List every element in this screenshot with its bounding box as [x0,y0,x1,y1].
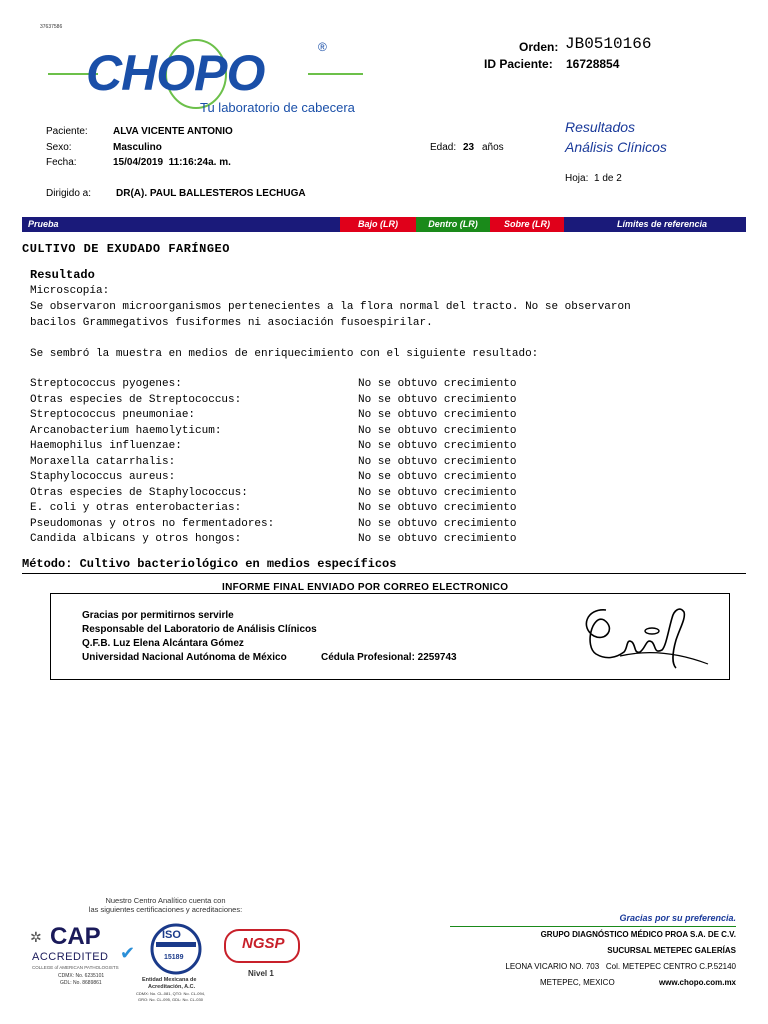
signature-box [50,593,730,680]
organism-name: Otras especies de Streptococcus: [30,394,242,406]
signature-line-4: Universidad Nacional Autónoma de México [82,652,287,663]
patient-id-label: ID Paciente: [484,57,553,71]
iso-number: 15189 [164,954,184,961]
organism-result: No se obtuvo crecimiento [358,440,517,452]
final-report-notice: INFORME FINAL ENVIADO POR CORREO ELECTRONICO [222,582,509,593]
footer-branch: SUCURSAL METEPEC GALERÍAS [607,946,736,955]
microscopy-line-1: Se observaron microorganismos pertenecientes a la flora normal del tracto. No se observaron [30,301,631,313]
cap-text: CAP [50,923,101,950]
age-value: 23 [463,142,475,153]
footer-line [450,926,736,927]
microscopy-label: Microscopía: [30,285,110,297]
cap-code-1: CDMX: No. 6235101 [58,973,105,979]
page-label: Hoja: [565,173,589,184]
doctor-name: DR(A). PAUL BALLESTEROS LECHUGA [116,188,306,199]
registered-mark: ® [318,40,327,54]
microscopy-line-2: bacilos Grammegativos fusiformes ni asociación fusoespirilar. [30,317,433,329]
age-label: Edad: [430,142,457,153]
organism-result: No se obtuvo crecimiento [358,409,517,421]
signature-line-1: Gracias por permitirnos servirle [82,610,234,621]
footer-website[interactable]: www.chopo.com.mx [658,978,736,987]
ngsp-logo [224,929,299,989]
footer-company: GRUPO DIAGNÓSTICO MÉDICO PROA S.A. DE C.V. [540,930,736,939]
cap-college: COLLEGE of AMERICAN PATHOLOGISTS [32,965,119,970]
organism-name: Otras especies de Staphylococcus: [30,487,248,499]
organism-name: Staphylococcus aureus: [30,471,176,483]
cap-logo [30,923,140,998]
age-unit: años [482,142,504,153]
organism-result: No se obtuvo crecimiento [358,394,517,406]
header-within: Dentro (LR) [416,217,490,232]
cap-accredited: ACCREDITED [32,951,109,963]
organism-result: No se obtuvo crecimiento [358,502,517,514]
chopo-logo [38,38,368,118]
organism-result: No se obtuvo crecimiento [358,487,517,499]
ema-codes-1: CDMX: No. CL-081, QTO: No. CL-094, [136,991,206,996]
organism-name: Arcanobacterium haemolyticum: [30,425,222,437]
checkmark-icon: ✔ [120,943,136,963]
certs-intro-2: las siguientes certificaciones y acreditaciones: [88,905,243,914]
patient-name: ALVA VICENTE ANTONIO [113,126,233,137]
culture-intro: Se sembró la muestra en medios de enriquecimiento con el siguiente resultado: [30,348,539,360]
document-code: 37637586 [40,24,63,30]
header-low: Bajo (LR) [340,217,416,232]
signature-line-3: Q.F.B. Luz Elena Alcántara Gómez [82,638,244,649]
organism-name: Streptococcus pneumoniae: [30,409,196,421]
ema-iso-logo [136,923,216,1002]
organism-result: No se obtuvo crecimiento [358,471,517,483]
logo-wordmark: CHOPO [86,45,265,101]
organism-name: Haemophilus influenzae: [30,440,182,452]
method: Método: Cultivo bacteriológico en medios específicos [22,557,397,571]
cap-seal-icon: ✲ [30,929,42,945]
organism-result: No se obtuvo crecimiento [358,533,517,545]
organism-result: No se obtuvo crecimiento [358,425,517,437]
certifications-panel [28,893,303,1003]
doctor-label: Dirigido a: [46,188,92,199]
professional-license: Cédula Profesional: 2259743 [321,652,457,663]
patient-id: 16728854 [566,57,620,71]
organism-name: Moraxella catarrhalis: [30,456,176,468]
order-number: JB0510166 [565,35,652,53]
cap-code-2: GDL: No. 8689861 [60,980,102,986]
certs-intro-1: Nuestro Centro Analítico cuenta con [105,896,226,905]
handwritten-signature [576,598,716,674]
header-reference: Límites de referencia [616,219,708,229]
footer-thanks: Gracias por su preferencia. [619,913,736,923]
ema-codes-2: GRO: No. CL-095, GDL: No. CL-030 [138,997,203,1002]
date-value: 15/04/2019 11:16:24a. m. [113,157,231,168]
ema-name-2: Acreditación, A.C. [148,984,196,990]
results-table-header [22,217,746,232]
result-label: Resultado [30,268,95,282]
study-name: CULTIVO DE EXUDADO FARÍNGEO [22,242,230,256]
organism-name: Candida albicans y otros hongos: [30,533,242,545]
organism-result: No se obtuvo crecimiento [358,518,517,530]
iso-text: ISO [162,929,181,941]
footer-address: LEONA VICARIO NO. 703 Col. METEPEC CENTRO C.P.52140 [505,962,736,971]
order-label: Orden: [519,40,559,54]
footer-city: METEPEC, MEXICO [540,978,615,987]
ngsp-level: Nivel 1 [248,969,274,978]
header-high: Sobre (LR) [490,217,564,232]
date-label: Fecha: [46,157,77,168]
report-title-1: Resultados [565,119,636,135]
divider [22,573,746,574]
organism-name: Pseudomonas y otros no fermentadores: [30,518,275,530]
organism-name: Streptococcus pyogenes: [30,378,182,390]
sex-value: Masculino [113,142,162,153]
organism-name: E. coli y otras enterobacterias: [30,502,242,514]
ngsp-text: NGSP [242,935,285,952]
report-title-2: Análisis Clínicos [565,139,667,155]
patient-label: Paciente: [46,126,88,137]
ema-name-1: Entidad Mexicana de [142,977,197,983]
signature-line-2: Responsable del Laboratorio de Análisis Clínicos [82,624,317,635]
header-test: Prueba [28,219,59,229]
logo-tagline: Tu laboratorio de cabecera [200,100,355,115]
organism-result: No se obtuvo crecimiento [358,456,517,468]
organism-result: No se obtuvo crecimiento [358,378,517,390]
sex-label: Sexo: [46,142,72,153]
page-value: 1 de 2 [594,173,622,184]
